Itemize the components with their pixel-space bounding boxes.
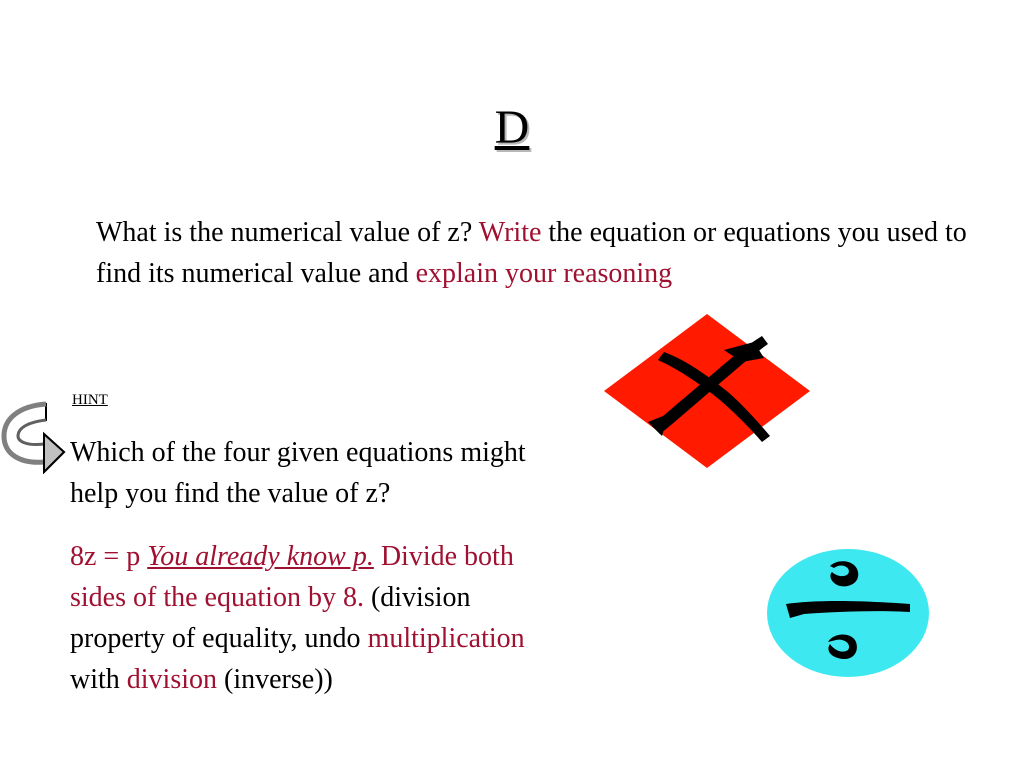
answer-known: You already know p. <box>147 541 374 572</box>
answer-equation: 8z = p <box>70 541 148 572</box>
question-text <box>96 212 986 294</box>
hint-answer <box>70 536 570 700</box>
slide-title: D <box>494 101 530 154</box>
question-explain: explain your reasoning <box>415 258 673 289</box>
answer-division: division <box>126 664 218 695</box>
question-part-1: What is the numerical value of z? <box>96 217 479 248</box>
answer-with: with <box>70 664 127 695</box>
curved-arrow-icon[interactable] <box>0 398 66 474</box>
division-sign-icon <box>764 546 932 680</box>
answer-note-open: (division property of equality, undo <box>70 582 471 654</box>
answer-multiplication: multiplication <box>367 623 525 654</box>
question-write: Write <box>478 217 542 248</box>
answer-note-close: (inverse)) <box>217 664 333 695</box>
multiplication-sign-icon <box>604 314 810 468</box>
hint-question: Which of the four given equations might help you find the value of z? <box>70 437 526 509</box>
hint-link[interactable]: HINT <box>72 392 108 408</box>
answer-divide: Divide both sides of the equation by 8. <box>70 541 514 613</box>
question-part-2: the equation or equations you used to find its numerical value and <box>96 217 967 289</box>
